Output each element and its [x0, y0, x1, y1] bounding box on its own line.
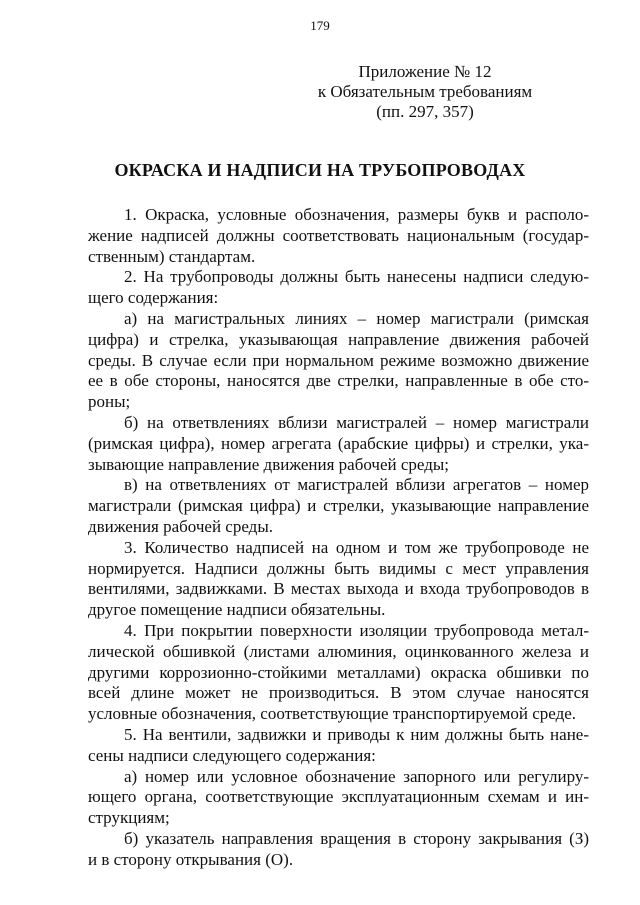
- text-line: ственным) стандартам.: [88, 246, 256, 266]
- paragraph-4: [88, 621, 589, 725]
- page-number: 179: [310, 18, 330, 33]
- paragraph-2c: [88, 475, 589, 537]
- text-line: б) указатель направления вращения в сторону закрывания (З): [124, 828, 589, 848]
- text-line: а) номер или условное обозначение запорного или регулиру-: [124, 766, 589, 786]
- text-line: (римская цифра), номер агрегата (арабские цифры) и стрелки, ука-: [88, 433, 589, 453]
- text-line: вентилями, задвижками. В местах выхода и входа трубопроводов в: [88, 579, 589, 599]
- paragraph-3: [88, 538, 589, 621]
- text-line: движения рабочей среды.: [88, 516, 273, 536]
- text-line: условные обозначения, соответствующие транспортируемой среде.: [88, 704, 577, 724]
- text-line: 5. На вентили, задвижки и приводы к ним должны быть нане-: [124, 724, 589, 744]
- appendix-number: Приложение № 12: [358, 62, 492, 81]
- paragraph-5a: [88, 767, 589, 829]
- paragraph-2a: [88, 309, 589, 413]
- text-line: лической обшивкой (листами алюминия, оцинкованного железа и: [88, 641, 589, 661]
- paragraph-5: [88, 725, 589, 767]
- text-line: ее в обе стороны, наносятся две стрелки, направленные в обе сто-: [88, 371, 589, 391]
- text-line: а) на магистральных линиях – номер магистрали (римская: [124, 308, 589, 328]
- paragraph-2: [88, 267, 589, 309]
- text-line: жение надписей должны соответствовать национальным (государ-: [88, 225, 589, 245]
- text-line: в) на ответвлениях от магистралей вблизи агрегатов – номер: [124, 475, 589, 495]
- text-line: щего содержания:: [88, 288, 219, 308]
- text-line: среды. В случае если при нормальном режиме возможно движение: [88, 350, 589, 370]
- text-line: б) на ответвлениях вблизи магистралей – номер магистрали: [124, 412, 589, 432]
- text-line: цифра) и стрелка, указывающая направление движения рабочей: [88, 329, 589, 349]
- document-body: [88, 205, 589, 871]
- text-line: 2. На трубопроводы должны быть нанесены надписи следую-: [124, 267, 589, 287]
- paragraph-1: [88, 205, 589, 267]
- text-line: другими коррозионно-стойкими металлами) окраска обшивки по: [88, 662, 589, 682]
- text-line: ющего органа, соответствующие эксплуатационным схемам и ин-: [88, 787, 589, 807]
- text-line: роны;: [88, 392, 131, 412]
- document-title: ОКРАСКА И НАДПИСИ НА ТРУБОПРОВОДАХ: [114, 160, 526, 180]
- text-line: и в сторону открывания (О).: [88, 849, 294, 869]
- paragraph-2b: [88, 413, 589, 475]
- text-line: струкциям;: [88, 808, 170, 828]
- text-line: 3. Количество надписей на одном и том же трубопроводе не: [124, 537, 589, 557]
- text-line: зывающие направление движения рабочей среды;: [88, 454, 450, 474]
- text-line: всей длине может не производиться. В этом случае наносятся: [88, 683, 589, 703]
- paragraph-5b: [88, 829, 589, 871]
- appendix-clauses: (пп. 297, 357): [376, 102, 474, 121]
- text-line: 4. При покрытии поверхности изоляции трубопровода метал-: [124, 620, 589, 640]
- text-line: другое помещение надписи обязательны.: [88, 600, 386, 620]
- appendix-reference: [300, 62, 550, 122]
- text-line: нормируется. Надписи должны быть видимы с мест управления: [88, 558, 589, 578]
- text-line: 1. Окраска, условные обозначения, размеры букв и располо-: [124, 205, 589, 224]
- text-line: магистрали (римская цифра) и стрелки, указывающие направление: [88, 496, 589, 516]
- text-line: сены надписи следующего содержания:: [88, 745, 376, 765]
- appendix-target-document: к Обязательным требованиям: [317, 82, 533, 101]
